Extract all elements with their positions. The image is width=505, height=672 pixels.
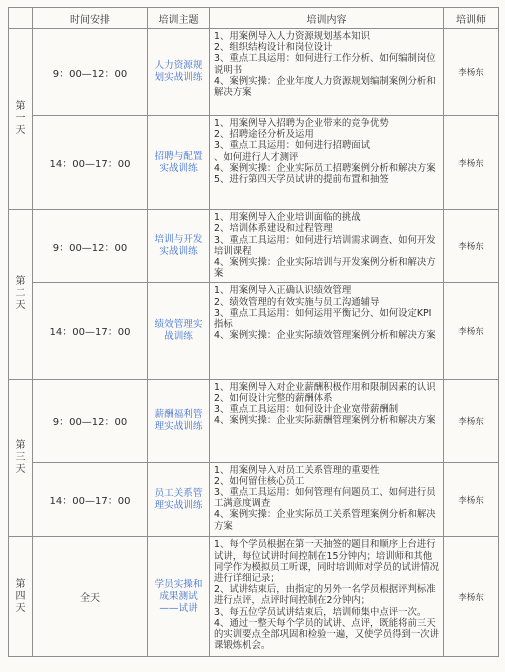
day-label: 第一天 bbox=[15, 101, 26, 137]
session-time: 9：00—12：00 bbox=[33, 379, 148, 462]
content-line: 1、用案例导入招聘为企业带来的竞争优势 bbox=[214, 118, 389, 130]
header-day bbox=[9, 8, 33, 29]
session-lecturer: 李杨东 bbox=[444, 537, 499, 657]
session-time: 全天 bbox=[33, 537, 148, 657]
content-line: 4、案例实操：企业实际培训与开发案例分析和解决方案 bbox=[214, 257, 436, 280]
content-line: 3、重点工具运用：如何进行招聘面试 bbox=[214, 140, 370, 152]
session-row bbox=[9, 210, 499, 283]
session-topic: 员工关系管理实战训练 bbox=[148, 462, 210, 537]
session-lecturer: 李杨东 bbox=[444, 210, 499, 283]
session-content bbox=[210, 379, 444, 462]
header-topic: 培训主题 bbox=[148, 8, 210, 29]
content-line: 4、案例实操：企业年度人力资源规划编制案例分析和解决方案 bbox=[214, 75, 436, 99]
content-line: 2、绩效管理的有效实施与员工沟通辅导 bbox=[214, 296, 380, 308]
day-label: 第三天 bbox=[15, 440, 26, 475]
content-line: 4、案例实操：企业实际薪酬管理案例分析和解决方案 bbox=[214, 415, 436, 427]
session-row bbox=[9, 116, 499, 210]
day-cell bbox=[9, 537, 33, 657]
content-line: 1、用案例导入正确认识绩效管理 bbox=[214, 285, 352, 297]
session-time: 14：00—17：00 bbox=[33, 116, 148, 210]
session-row bbox=[9, 462, 499, 537]
session-topic: 人力资源规划实战训练 bbox=[148, 29, 210, 116]
content-line: 1、用案例导入人力资源规划基本知识 bbox=[214, 31, 370, 42]
session-topic: 绩效管理实战训练 bbox=[148, 283, 210, 379]
session-content bbox=[210, 116, 444, 210]
header-content: 培训内容 bbox=[210, 8, 444, 29]
header-row bbox=[9, 8, 499, 29]
session-row bbox=[9, 29, 499, 116]
session-lecturer: 李杨东 bbox=[444, 29, 499, 116]
content-line: 1、用案例导入对企业薪酬积极作用和限制因素的认识 bbox=[214, 381, 436, 393]
session-topic: 学员实操和成果测试——试讲 bbox=[148, 537, 210, 657]
training-schedule-table bbox=[8, 7, 499, 657]
session-lecturer: 李杨东 bbox=[444, 379, 499, 462]
session-row bbox=[9, 283, 499, 379]
session-time: 9：00—12：00 bbox=[33, 210, 148, 283]
content-line: 2、如何留住核心员工 bbox=[214, 475, 305, 487]
session-lecturer: 李杨东 bbox=[444, 116, 499, 210]
content-line: 1、每个学员根据在第一天抽签的题目和顺序上台进行试讲，每位试讲时间控制在15分钟内；培训师和其他同学作为模拟员工听课，同时培训师对学员的试讲情况进行详细记录； bbox=[214, 539, 440, 585]
day-label: 第四天 bbox=[15, 578, 26, 614]
session-lecturer: 李杨东 bbox=[444, 462, 499, 537]
day-label: 第二天 bbox=[15, 276, 26, 312]
session-content bbox=[210, 29, 444, 116]
content-line: 3、重点工具运用：如何进行培训需求调查、如何开发培训课程 bbox=[214, 234, 436, 257]
session-topic: 招聘与配置实战训练 bbox=[148, 116, 210, 210]
content-line: 5、进行第四天学员试讲的提前布置和抽签 bbox=[214, 174, 389, 186]
content-line: 3、重点工具运用：如何运用平衡记分、如何设定KPI指标 bbox=[214, 307, 432, 330]
content-line: 1、用案例导入企业培训面临的挑战 bbox=[214, 212, 361, 224]
content-line: 4、案例实操：企业实际员工关系管理案例分析和解决方案 bbox=[214, 509, 436, 532]
content-line: 2、试讲结束后，由指定的另外一名学员根据评判标准进行点评，点评时间控制在2分钟内； bbox=[214, 584, 436, 607]
content-line: 1、用案例导入对员工关系管理的重要性 bbox=[214, 464, 380, 476]
session-row bbox=[9, 537, 499, 657]
session-time: 14：00—17：00 bbox=[33, 283, 148, 379]
content-line: 2、招聘途径分析及运用 bbox=[214, 129, 314, 141]
day-cell bbox=[9, 379, 33, 537]
content-line: 3、每五位学员试讲结束后，培训师集中点评一次。 bbox=[214, 606, 427, 618]
session-content bbox=[210, 283, 444, 379]
session-time: 9：00—12：00 bbox=[33, 29, 148, 116]
session-content bbox=[210, 462, 444, 537]
session-lecturer: 李杨东 bbox=[444, 283, 499, 379]
content-line: 3、重点工具运用：如何进行工作分析、如何编制岗位说明书 bbox=[214, 53, 436, 76]
header-lecturer: 培训师 bbox=[444, 8, 499, 29]
content-line: 、如何进行人才测评 bbox=[214, 151, 299, 163]
session-row bbox=[9, 379, 499, 462]
content-line: 3、重点工具运用：如何设计企业宽带薪酬制 bbox=[214, 403, 399, 415]
session-time: 14：00—17：00 bbox=[33, 462, 148, 537]
day-cell bbox=[9, 210, 33, 379]
session-topic: 培训与开发实战训练 bbox=[148, 210, 210, 283]
content-line: 4、通过一整天每个学员的试讲、点评，既能将前三天的实训要点全部巩固和检验一遍，又使学员得到一次讲课锻炼机会。 bbox=[214, 617, 440, 652]
session-topic: 薪酬福利管理实战训练 bbox=[148, 379, 210, 462]
content-line: 2、培训体系建设和过程管理 bbox=[214, 223, 333, 235]
content-line: 2、如何设计完整的薪酬体系 bbox=[214, 392, 333, 404]
header-time: 时间安排 bbox=[33, 8, 148, 29]
content-line: 2、组织结构设计和岗位设计 bbox=[214, 42, 333, 54]
content-line: 4、案例实操：企业实际绩效管理案例分析和解决方案 bbox=[214, 330, 436, 342]
session-content bbox=[210, 210, 444, 283]
day-cell bbox=[9, 29, 33, 210]
content-line: 4、案例实操：企业实际员工招聘案例分析和解决方案 bbox=[214, 162, 436, 174]
session-content bbox=[210, 537, 444, 657]
content-line: 3、重点工具运用：如何管理有问题员工、如何进行员工满意度调查 bbox=[214, 486, 436, 510]
